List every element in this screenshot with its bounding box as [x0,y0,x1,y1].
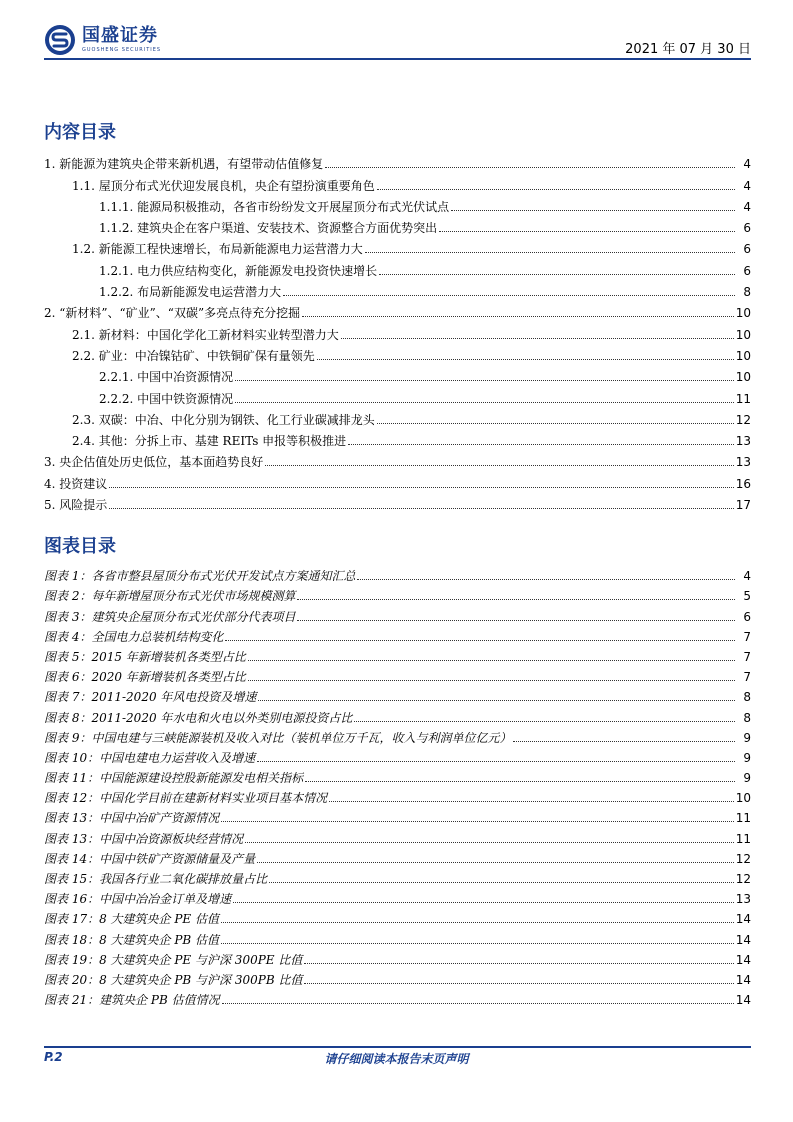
dot-leader [379,274,735,275]
brand-logo [44,22,161,58]
figure-entry-label: 图表 20：8 大建筑央企 PB 与沪深 300PB 比值 [44,972,303,987]
toc-entry[interactable] [44,384,751,405]
figure-entry-page: 14 [735,952,751,967]
dot-leader [233,902,734,903]
figure-entry-label: 图表 10：中国电建电力运营收入及增速 [44,750,256,765]
toc-entry-label: 1.2.1. 电力供应结构变化，新能源发电投资快速增长 [99,263,378,278]
footer-disclaimer: 请仔细阅读本报告末页声明 [324,1052,469,1066]
toc-entry[interactable] [44,235,751,256]
figure-entry-page: 14 [735,932,751,947]
dot-leader [283,295,735,296]
toc-entry-label: 1. 新能源为建筑央企带来新机遇，有望带动估值修复 [44,157,324,172]
figures-title: 图表目录 [44,536,116,557]
toc-entry[interactable] [44,448,751,469]
dot-leader [341,338,734,339]
figure-entry-page: 13 [735,892,751,907]
dot-leader [248,680,735,681]
dot-leader [513,741,735,742]
toc-entry-label: 1.1.1. 能源局积极推动，各省市纷纷发文开展屋顶分布式光伏试点 [99,199,450,214]
figure-entry-label: 图表 12：中国化学目前在建新材料实业项目基本情况 [44,791,328,806]
toc-entry[interactable] [44,299,751,320]
dot-leader [365,252,735,253]
toc-entry[interactable] [44,427,751,448]
figure-entry[interactable] [44,926,751,946]
toc-entry-page: 8 [743,285,751,300]
figure-entry-label: 图表 16：中国中冶冶金订单及增速 [44,892,232,907]
dot-leader [304,983,733,984]
dot-leader [245,842,734,843]
dot-leader [221,821,734,822]
dot-leader [297,620,735,621]
figure-entry[interactable] [44,684,751,704]
figure-entry-page: 7 [743,649,751,664]
toc-entry-label: 2.2.1. 中国中冶资源情况 [99,370,234,385]
toc-entry[interactable] [44,256,751,277]
figure-entry-page: 5 [743,589,751,604]
figure-entry[interactable] [44,785,751,805]
figure-entry-label: 图表 9：中国电建与三峡能源装机及收入对比（装机单位万千瓦，收入与利润单位亿元） [44,730,512,745]
dot-leader [258,700,735,701]
figure-entry-label: 图表 2：每年新增屋顶分布式光伏市场规模测算 [44,589,296,604]
figure-entry[interactable] [44,947,751,967]
toc-entry-page: 11 [735,391,751,406]
toc-entry[interactable] [44,469,751,490]
toc-entry-page: 10 [735,348,751,363]
toc-entry-label: 1.1. 屋顶分布式光伏迎发展良机，央企有望扮演重要角色 [72,178,375,193]
figure-entry-label: 图表 8：2011-2020 年水电和火电以外类别电源投资占比 [44,710,353,725]
toc-entry-label: 2.2.2. 中国中铁资源情况 [99,391,234,406]
toc-entry-label: 2.2. 矿业：中冶镍钴矿、中铁铜矿保有量领先 [72,348,315,363]
figure-entry-page: 7 [743,629,751,644]
toc-entry-page: 4 [743,178,751,193]
figure-entry-page: 14 [735,912,751,927]
dot-leader [257,862,734,863]
dot-leader [304,963,733,964]
toc-entry[interactable] [44,363,751,384]
dot-leader [325,167,735,168]
toc-entry-label: 1.2. 新能源工程快速增长，布局新能源电力运营潜力大 [72,242,363,257]
figure-entry[interactable] [44,644,751,664]
figure-entry-label: 图表 17：8 大建筑央企 PE 估值 [44,912,219,927]
figure-entry[interactable] [44,987,751,1007]
figure-entry-label: 图表 13：中国中冶资源板块经营情况 [44,831,244,846]
figure-entry-label: 图表 5：2015 年新增装机各类型占比 [44,649,246,664]
toc-entry-page: 16 [735,476,751,491]
figure-entry[interactable] [44,906,751,926]
toc-entry-label: 1.1.2. 建筑央企在客户渠道、安装技术、资源整合方面优势突出 [99,221,438,236]
toc-title: 内容目录 [44,122,116,143]
toc-entry-page: 13 [735,434,751,449]
toc-entry-page: 6 [743,221,751,236]
figure-entry-label: 图表 21：建筑央企 PB 估值情况 [44,993,220,1008]
dot-leader [269,882,734,883]
toc-entry[interactable] [44,491,751,512]
figure-entry[interactable] [44,624,751,644]
dot-leader [221,922,734,923]
toc-entry-label: 4. 投资建议 [44,476,108,491]
figure-entry-page: 9 [743,730,751,745]
toc-entry[interactable] [44,150,751,171]
toc-entry-page: 4 [743,157,751,172]
toc-entry-label: 2.3. 双碳：中冶、中化分别为钢铁、化工行业碳减排龙头 [72,412,375,427]
footer-divider [44,1046,751,1048]
dot-leader [377,423,734,424]
figure-entry-label: 图表 19：8 大建筑央企 PE 与沪深 300PE 比值 [44,952,303,967]
figure-entry-page: 4 [743,569,751,584]
figure-entry[interactable] [44,603,751,623]
dot-leader [305,781,735,782]
dot-leader [225,640,735,641]
toc-entry-page: 6 [743,242,751,257]
dot-leader [451,210,735,211]
dot-leader [317,359,734,360]
figure-entry-label: 图表 11：中国能源建设控股新能源发电相关指标 [44,771,304,786]
toc-entry-page: 10 [735,306,751,321]
figure-entry-label: 图表 4：全国电力总装机结构变化 [44,629,224,644]
figure-entry[interactable] [44,825,751,845]
toc-entry[interactable] [44,171,751,192]
dot-leader [221,943,734,944]
toc-entry[interactable] [44,278,751,299]
figure-entry-page: 8 [743,690,751,705]
figure-entry[interactable] [44,563,751,583]
toc-list [44,150,751,512]
figure-entry-page: 11 [735,811,751,826]
dot-leader [257,761,735,762]
figure-entry-label: 图表 13：中国中冶矿产资源情况 [44,811,220,826]
header-divider [44,58,751,60]
report-date: 2021 年 07 月 30 日 [625,42,751,57]
dot-leader [109,487,733,488]
dot-leader [377,189,735,190]
dot-leader [348,444,734,445]
figure-entry-label: 图表 6：2020 年新增装机各类型占比 [44,670,246,685]
figure-entry-label: 图表 3：建筑央企屋顶分布式光伏部分代表项目 [44,609,296,624]
dot-leader [439,231,735,232]
figure-entry-page: 14 [735,972,751,987]
toc-entry-page: 13 [735,455,751,470]
figure-entry[interactable] [44,967,751,987]
figure-entry[interactable] [44,866,751,886]
figure-entry-label: 图表 1：各省市整县屋顶分布式光伏开发试点方案通知汇总 [44,569,356,584]
figure-entry[interactable] [44,664,751,684]
toc-entry[interactable] [44,214,751,235]
figure-entry[interactable] [44,745,751,765]
dot-leader [357,579,735,580]
figure-entry-page: 12 [735,872,751,886]
toc-entry-page: 10 [735,327,751,342]
figure-entry-page: 7 [743,670,751,685]
page-number: P.2 [44,1050,63,1064]
dot-leader [265,465,733,466]
brand-name-en: GUOSHENG SECURITIES [82,47,162,53]
brand-name-cn: 国盛证券 [82,25,158,46]
figure-entry-page: 14 [735,993,751,1008]
dot-leader [354,721,735,722]
figure-entry-page: 11 [735,831,751,846]
toc-entry-label: 1.2.2. 布局新能源发电运营潜力大 [99,285,282,300]
dot-leader [235,380,734,381]
dot-leader [235,402,734,403]
figures-list [44,563,751,1007]
figure-entry-page: 10 [735,791,751,806]
toc-entry-page: 12 [735,412,751,427]
toc-entry-label: 2. “新材料”、“矿业”、“双碳”多亮点待充分挖掘 [44,306,301,321]
figure-entry-label: 图表 15：我国各行业二氧化碳排放量占比 [44,872,268,886]
figure-entry-page: 12 [735,851,751,866]
toc-entry[interactable] [44,320,751,341]
dot-leader [222,1003,734,1004]
figure-entry[interactable] [44,725,751,745]
figure-entry-page: 6 [743,609,751,624]
toc-entry[interactable] [44,193,751,214]
figure-entry[interactable] [44,765,751,785]
figure-entry-label: 图表 18：8 大建筑央企 PB 估值 [44,932,220,947]
figure-entry[interactable] [44,886,751,906]
dot-leader [297,599,735,600]
dot-leader [248,660,735,661]
page-header [44,22,751,58]
toc-entry-page: 17 [735,498,751,513]
figure-entry-page: 9 [743,750,751,765]
toc-entry[interactable] [44,406,751,427]
figure-entry[interactable] [44,805,751,825]
figure-entry-label: 图表 7：2011-2020 年风电投资及增速 [44,690,257,705]
figure-entry[interactable] [44,583,751,603]
figure-entry[interactable] [44,846,751,866]
dot-leader [329,801,734,802]
figure-entry[interactable] [44,704,751,724]
figure-entry-page: 9 [743,771,751,786]
toc-entry-page: 4 [743,199,751,214]
dot-leader [109,508,733,509]
toc-entry-page: 6 [743,263,751,278]
dot-leader [302,316,734,317]
toc-entry[interactable] [44,342,751,363]
figure-entry-label: 图表 14：中国中铁矿产资源储量及产量 [44,851,256,866]
toc-entry-label: 5. 风险提示 [44,498,108,513]
toc-entry-label: 2.4. 其他：分拆上市、基建 REITs 申报等积极推进 [72,434,347,449]
toc-entry-label: 2.1. 新材料：中国化学化工新材料实业转型潜力大 [72,327,339,342]
figure-entry-page: 8 [743,710,751,725]
toc-entry-label: 3. 央企估值处历史低位，基本面趋势良好 [44,455,264,470]
toc-entry-page: 10 [735,370,751,385]
guosheng-logo-icon [44,24,76,56]
